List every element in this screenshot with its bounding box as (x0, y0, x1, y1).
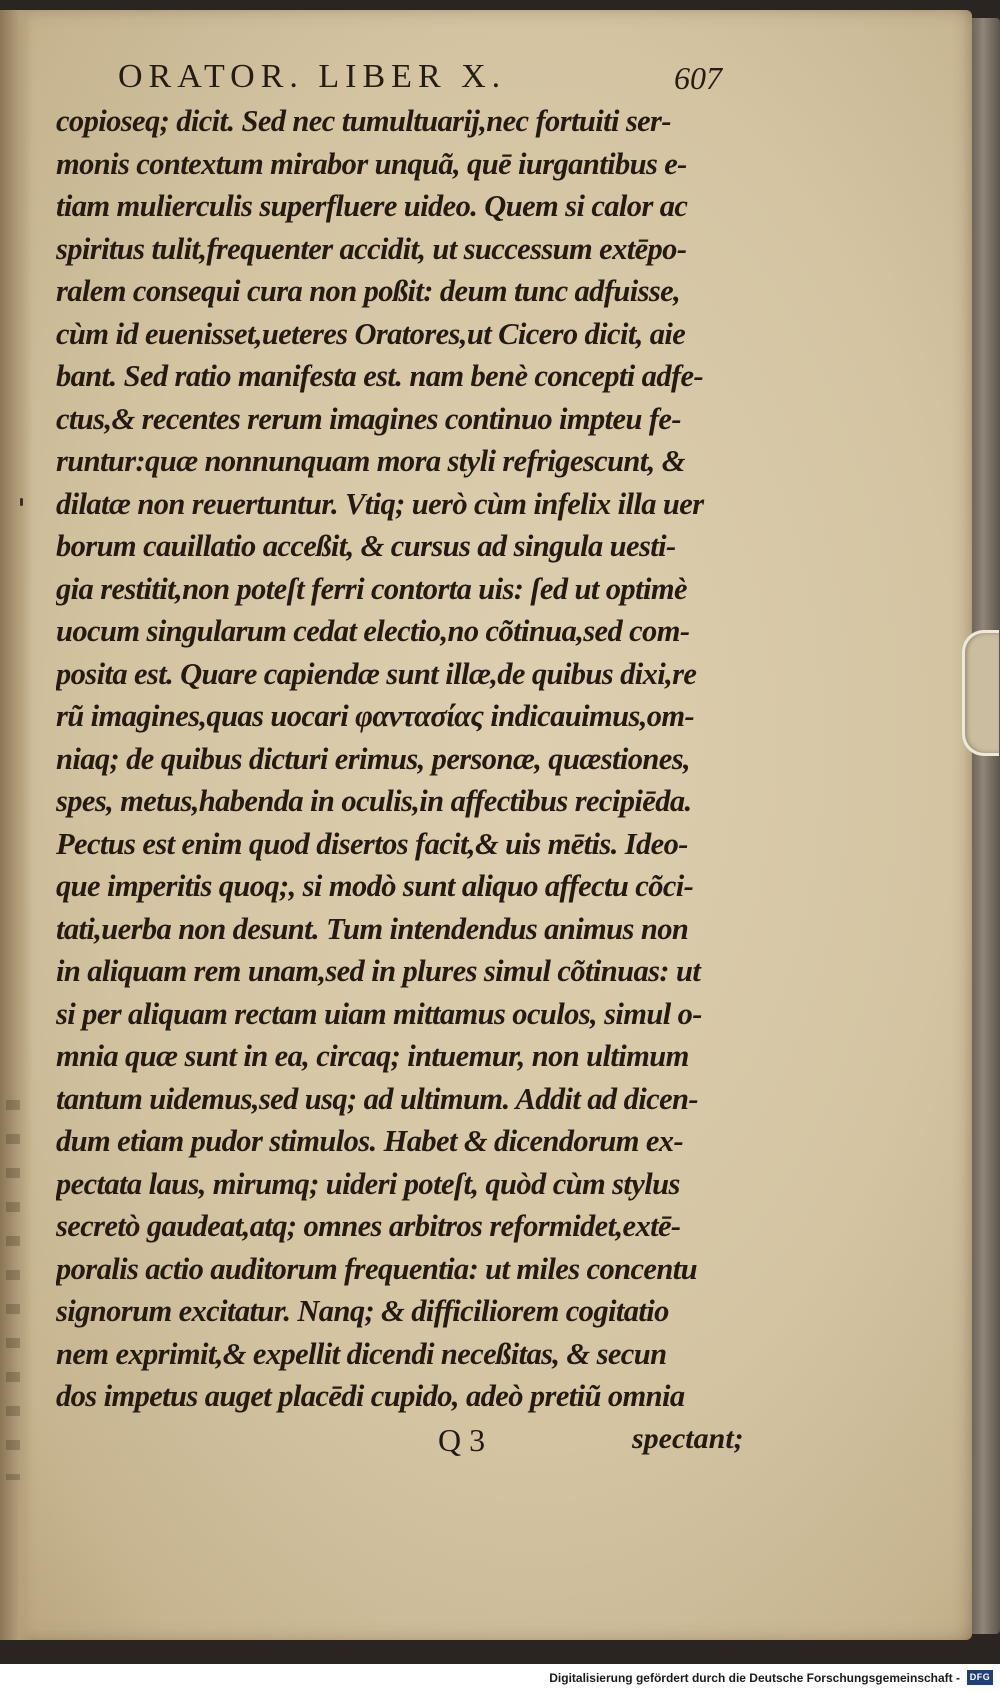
text-line: gia restitit,non poteſt ferri contorta uis: ſed ut optimè (56, 571, 687, 606)
running-head-title: ORATOR. LIBER X. (118, 58, 507, 95)
catchword: spectant; (632, 1421, 744, 1455)
text-line: tati,uerba non desunt. Tum intendendus animus non (56, 911, 689, 946)
text-line: ralem consequi cura non poßit: deum tunc adfuisse, (56, 274, 681, 308)
text-line: posita est. Quare capiendæ sunt illæ,de quibus dixi,re (56, 656, 697, 691)
text-line: niaq; de quibus dicturi erimus, personæ, quæstiones, (56, 741, 690, 776)
body-text (56, 100, 756, 1418)
text-line: tantum uidemus,sed usq; ad ultimum. Addit ad dicen- (56, 1081, 698, 1116)
dfg-logo-icon: DFG (967, 1670, 993, 1685)
text-line: cùm id euenisset,ueteres Oratores,ut Cicero dicit, aie (56, 316, 686, 351)
text-line: borum cauillatio acceßit, & cursus ad singula uesti- (56, 529, 676, 563)
text-line: monis contextum mirabor unquã, quē iurgantibus e- (56, 146, 687, 181)
text-line: runtur:quæ nonnunquam mora styli refrigescunt, & (56, 444, 685, 478)
credit-bar (0, 1664, 1000, 1692)
text-line: secretò gaudeat,atq; omnes arbitros reformidet,extē- (56, 1209, 681, 1243)
text-line: dilatæ non reuertuntur. Vtiq; uerò cùm infelix illa uer (56, 486, 704, 521)
credit-text: Digitalisierung gefördert durch die Deutsche Forschungsgemeinschaft - (549, 1671, 960, 1685)
text-line: dum etiam pudor stimulos. Habet & dicendorum ex- (56, 1124, 683, 1158)
page-text-block (56, 56, 756, 1466)
text-line: pectata laus, mirumq; uideri poteſt, quòd cùm stylus (56, 1166, 680, 1201)
text-line: tiam mulierculis superfluere uideo. Quem si calor ac (56, 189, 688, 223)
text-line: nem exprimit,& expellit dicendi neceßitas, & secun (56, 1336, 667, 1371)
book-edge (972, 18, 1000, 1634)
text-line: poralis actio auditorum frequentia: ut miles concentu (56, 1251, 697, 1286)
text-line: si per aliquam rectam uiam mittamus oculos, simul o- (56, 996, 702, 1031)
text-line: mnia quæ sunt in ea, circaq; intuemur, non ultimum (56, 1039, 689, 1073)
text-line: signorum excitatur. Nanq; & difficiliorem cogitatio (56, 1294, 669, 1328)
text-line: Pectus est enim quod disertos facit,& uis mētis. Ideo- (56, 826, 688, 861)
text-line: que imperitis quoq;, si modò sunt aliquo affectu cõci- (56, 869, 694, 903)
page-edge-marks (6, 1100, 20, 1480)
page-number: 607 (674, 60, 722, 96)
running-head (56, 56, 756, 100)
margin-mark (20, 498, 23, 506)
text-line: spes, metus,habenda in oculis,in affectibus recipiēda. (56, 784, 692, 818)
clasp-icon (962, 630, 999, 756)
text-line: uocum singularum cedat electio,no cõtinua,sed com- (56, 614, 690, 648)
text-line: rũ imagines,quas uocari φαντασίας indicauimus,om- (56, 699, 695, 733)
page-footer (56, 1418, 756, 1466)
signature-mark: Q 3 (438, 1421, 486, 1458)
text-line: dos impetus auget placēdi cupido, adeò pretiũ omnia (56, 1379, 685, 1413)
text-line: copioseq; dicit. Sed nec tumultuarij,nec fortuiti ser- (56, 104, 671, 138)
text-line: in aliquam rem unam,sed in plures simul cõtinuas: ut (56, 954, 701, 988)
text-line: spiritus tulit,frequenter accidit, ut successum extēpo- (56, 231, 687, 266)
text-line: ctus,& recentes rerum imagines continuo impteu fe- (56, 401, 681, 436)
text-line: bant. Sed ratio manifesta est. nam benè concepti adfe- (56, 359, 704, 393)
